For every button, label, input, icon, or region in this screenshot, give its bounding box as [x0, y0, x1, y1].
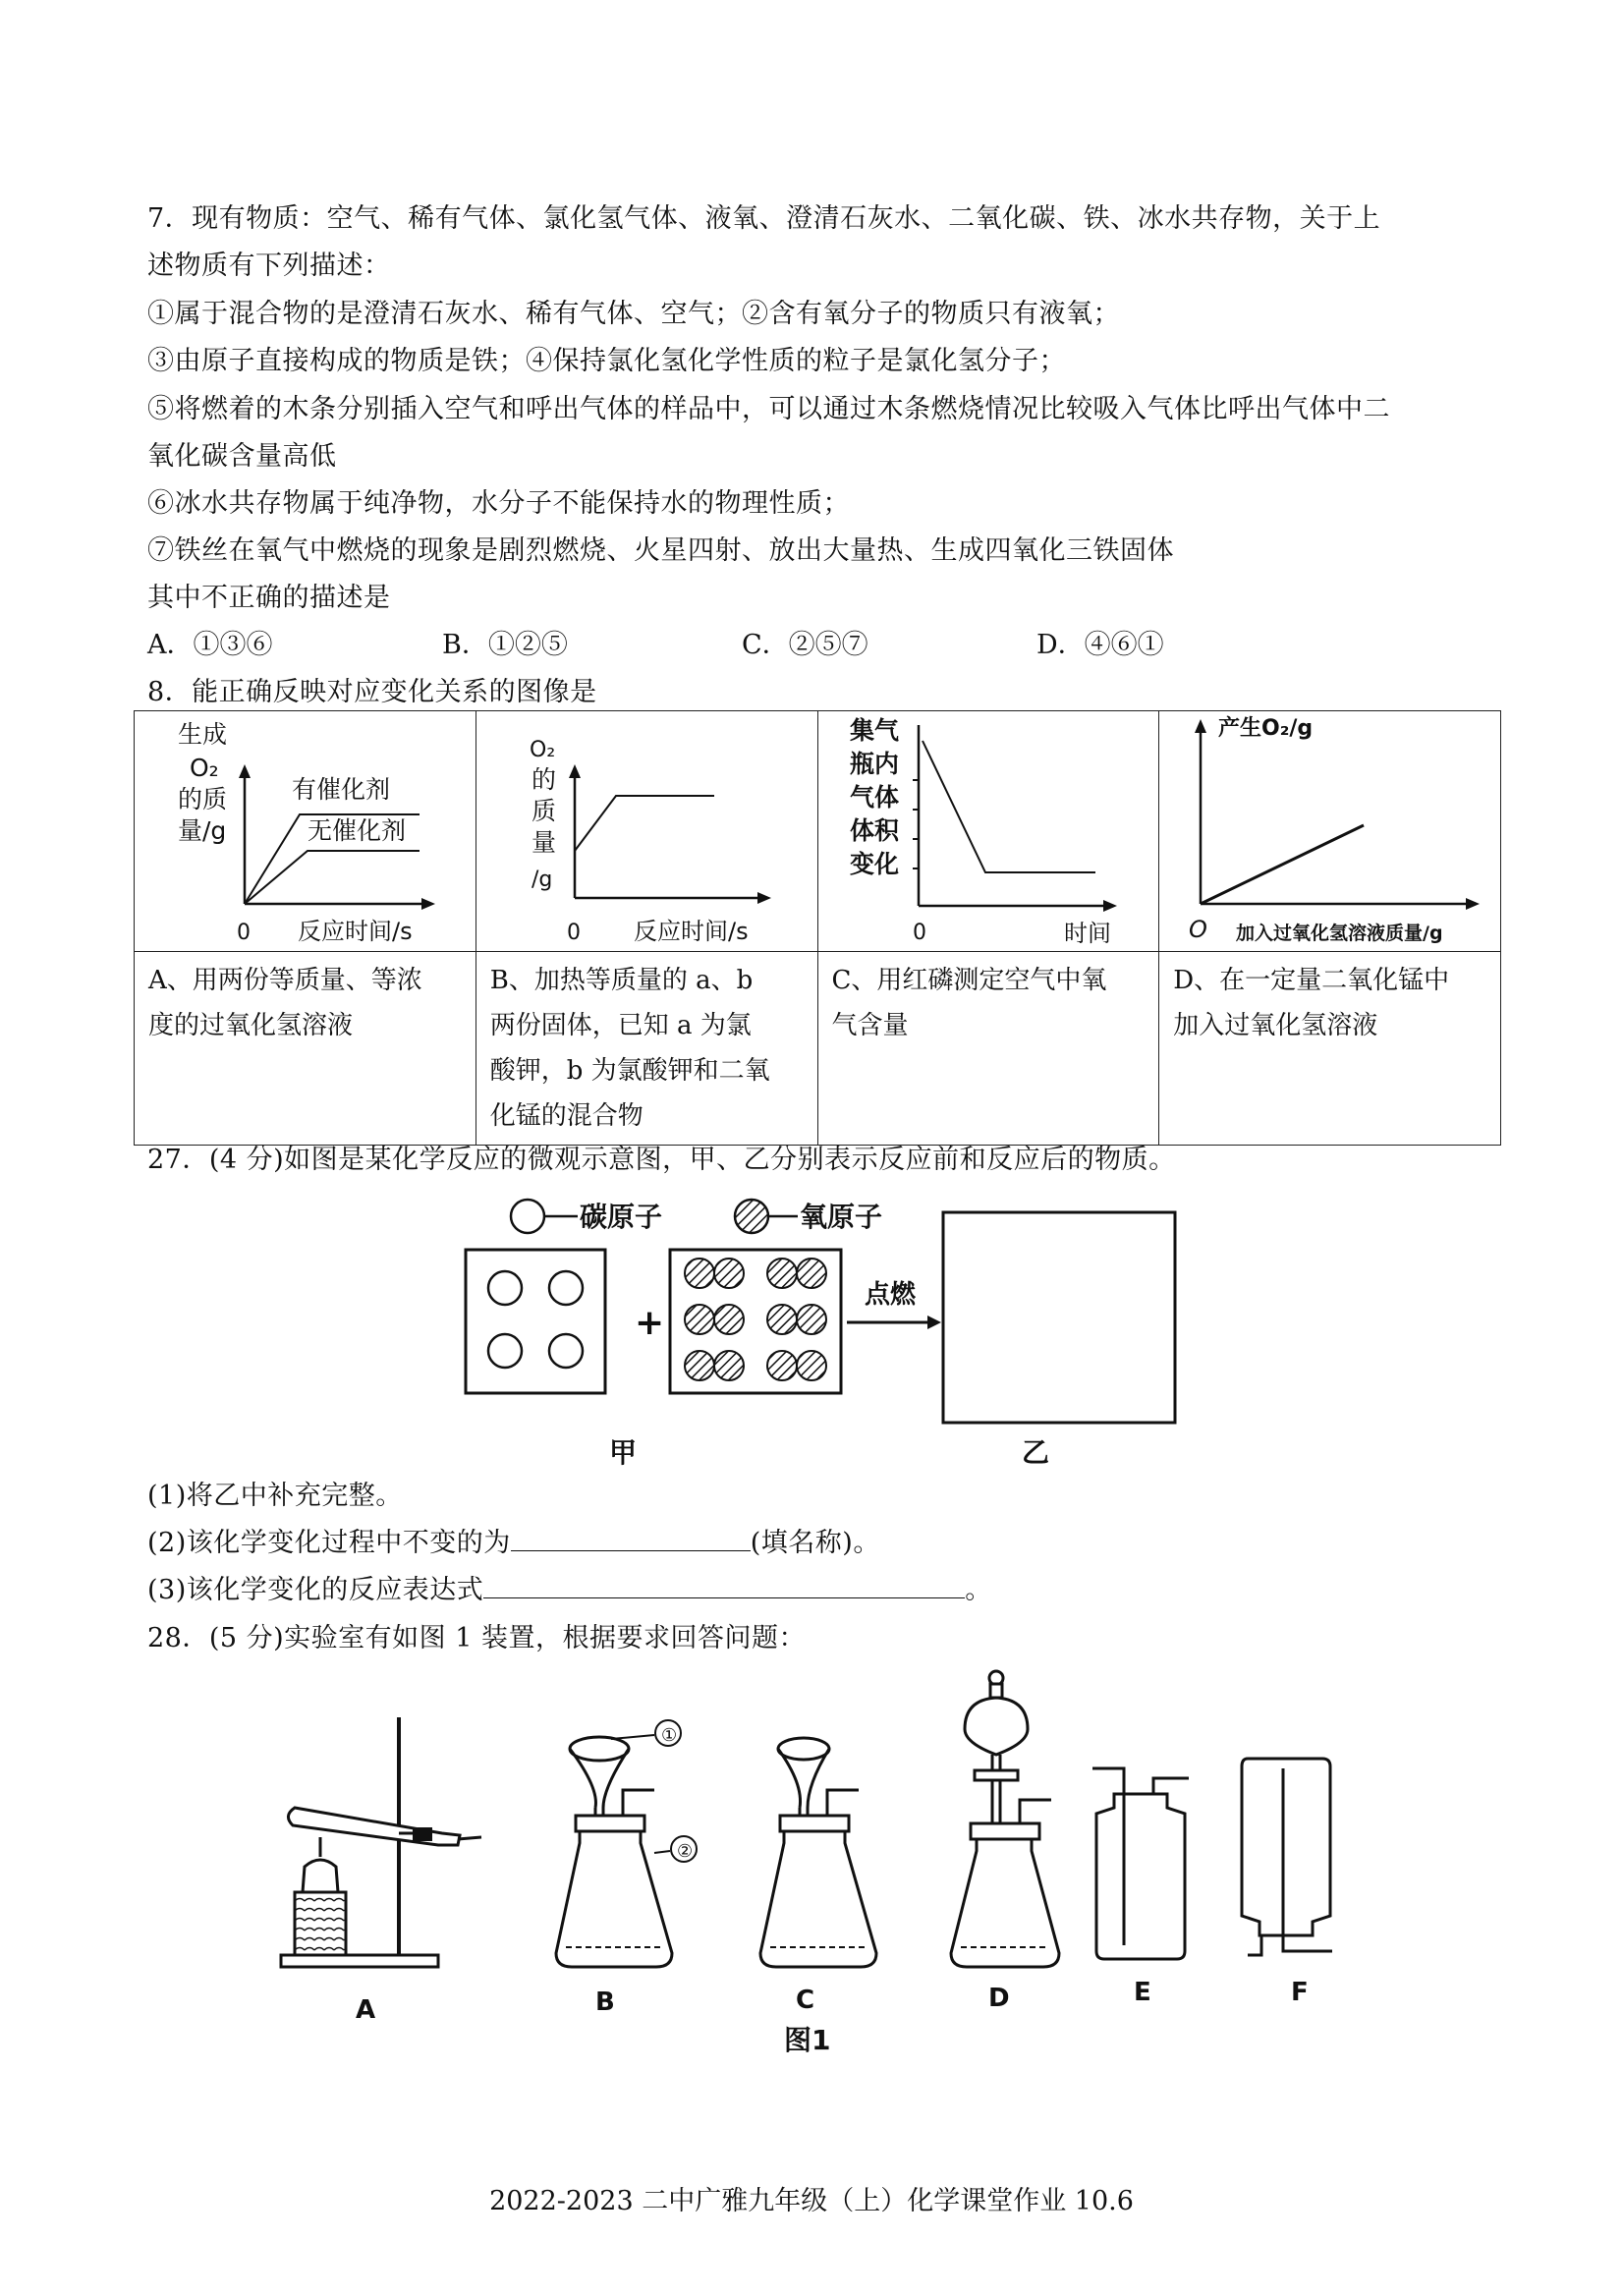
q7-question: 其中不正确的描述是 [147, 583, 391, 613]
graph-b-xlabel: 反应时间/s [633, 918, 749, 945]
q8-graph-c-cell [817, 711, 1159, 952]
q8-graph-b [476, 711, 817, 947]
q7-option-b: B．①②⑤ [442, 630, 568, 660]
q8-graph-d [1159, 711, 1500, 947]
q7-statement-5b: 氧化碳含量高低 [147, 441, 337, 472]
graph-c-ylabel-4: 体积 [849, 816, 899, 845]
graph-c-curve [923, 741, 1095, 872]
label-d: D [988, 1984, 1010, 2013]
page-footer: 2022-2023 二中广雅九年级（上）化学课堂作业 10.6 [489, 2186, 1134, 2216]
graph-c-origin: 0 [912, 921, 926, 945]
graph-c-ylabel-5: 变化 [849, 850, 899, 878]
graph-b-ylabel-3: 质 [531, 797, 556, 825]
q27-part2: (2)该化学变化过程中不变的为 (填名称)。 [147, 1528, 880, 1558]
graph-c-ylabel-1: 集气 [849, 716, 899, 745]
apparatus-c [760, 1738, 876, 1967]
q7-line2: 述物质有下列描述： [147, 251, 391, 281]
graph-c-ylabel-3: 气体 [849, 783, 899, 812]
q27-stem: 27．(4 分)如图是某化学反应的微观示意图，甲、乙分别表示反应前和反应后的物质。 [147, 1145, 1176, 1175]
q8-stem: 8．能正确反映对应变化关系的图像是 [147, 677, 597, 707]
q8-caption-d: D、在一定量二氧化锰中 加入过氧化氢溶液 [1159, 952, 1501, 1146]
carbon-atom-icon [549, 1271, 583, 1305]
q27-part1: (1)将乙中补充完整。 [147, 1481, 403, 1511]
plus-sign: + [635, 1303, 665, 1343]
q8-table [134, 710, 1501, 1146]
q8-caption-c: C、用红磷测定空气中氧 气含量 [817, 952, 1159, 1146]
jia-carbon-box [466, 1250, 605, 1393]
graph-b-ylabel-5: /g [531, 868, 553, 892]
graph-b-ylabel-2: 的 [531, 765, 556, 794]
q8-graph-a-cell [135, 711, 476, 952]
label-jia: 甲 [609, 1436, 638, 1469]
apparatus-f [1242, 1759, 1332, 1955]
q28-apparatus-figure [265, 1660, 1336, 2073]
q8-caption-b: B、加热等质量的 a、b 两份固体，已知 a 为氯 酸钾，b 为氯酸钾和二氧 化锰的混合物 [476, 952, 817, 1146]
q27-diagram [452, 1189, 1199, 1474]
graph-a-ylabel-1: 生成 [178, 720, 228, 749]
graph-a-y-arrow [239, 764, 251, 778]
legend-carbon-label: 碳原子 [580, 1201, 663, 1233]
graph-a-label-no-catalyst: 无催化剂 [308, 816, 407, 845]
q7-option-d: D．④⑥① [1036, 630, 1164, 660]
graph-a-x-arrow [421, 898, 435, 910]
graph-b-origin: 0 [566, 921, 581, 945]
q7-statement-3: ③由原子直接构成的物质是铁；④保持氯化氢化学性质的粒子是氯化氢分子； [147, 346, 1066, 376]
graph-a-ylabel-4: 量/g [178, 816, 227, 845]
legend-oxygen-label: 氧原子 [800, 1201, 883, 1233]
marker-2: ② [677, 1841, 694, 1862]
graph-b-ylabel-1: O₂ [529, 738, 555, 762]
graph-b-y-arrow [569, 764, 581, 778]
q8-graph-b-cell [476, 711, 817, 952]
q7-statement-5a: ⑤将燃着的木条分别插入空气和呼出气体的样品中，可以通过木条燃烧情况比较吸入气体比呼出气体中二 [147, 394, 1390, 424]
label-c: C [796, 1986, 815, 2015]
marker-1: ① [661, 1725, 678, 1746]
answer-blank[interactable] [511, 1529, 751, 1551]
graph-c-xlabel: 时间 [1063, 920, 1111, 947]
answer-blank[interactable] [483, 1576, 965, 1598]
apparatus-e [1092, 1768, 1189, 1959]
q7-option-a: A．①③⑥ [147, 630, 273, 660]
q8-caption-a: A、用两份等质量、等浓 度的过氧化氢溶液 [135, 952, 476, 1146]
q8-graph-c [818, 711, 1159, 947]
label-f: F [1291, 1978, 1309, 2007]
legend-carbon-icon [511, 1200, 544, 1233]
graph-d-x-arrow [1466, 898, 1480, 910]
label-e: E [1134, 1978, 1151, 2007]
graph-d-ylabel: 产生O₂/g [1218, 716, 1314, 741]
carbon-atom-icon [488, 1334, 522, 1368]
graph-a-ylabel-2: O₂ [190, 754, 219, 782]
graph-d-curve [1201, 825, 1364, 904]
apparatus-d [951, 1671, 1059, 1967]
graph-d-y-arrow [1195, 719, 1206, 733]
graph-d-xlabel: 加入过氧化氢溶液质量/g [1236, 923, 1443, 944]
q7-statement-1: ①属于混合物的是澄清石灰水、稀有气体、空气；②含有氧分子的物质只有液氧； [147, 299, 1120, 329]
q27-part3: (3)该化学变化的反应表达式 。 [147, 1575, 992, 1605]
label-b: B [595, 1988, 615, 2017]
label-yi: 乙 [1022, 1436, 1050, 1469]
graph-c-ylabel-2: 瓶内 [849, 750, 899, 778]
graph-a-ylabel-3: 的质 [178, 785, 228, 813]
graph-b-ylabel-4: 量 [531, 828, 556, 857]
q8-graph-d-cell [1159, 711, 1501, 952]
graph-a-origin: 0 [237, 921, 251, 945]
apparatus-a [281, 1717, 481, 1967]
legend-oxygen-icon [735, 1200, 768, 1233]
q7-statement-6: ⑥冰水共存物属于纯净物，水分子不能保持水的物理性质； [147, 488, 850, 519]
graph-d-origin: O [1189, 916, 1208, 943]
q28-stem: 28．(5 分)实验室有如图 1 装置，根据要求回答问题： [147, 1623, 807, 1653]
figure-caption: 图1 [784, 2024, 831, 2056]
q7-option-c: C．②⑤⑦ [742, 630, 868, 660]
q7-line1: 7．现有物质：空气、稀有气体、氯化氢气体、液氧、澄清石灰水、二氧化碳、铁、冰水共存物，关于上 [147, 203, 1381, 234]
q7-statement-7: ⑦铁丝在氧气中燃烧的现象是剧烈燃烧、火星四射、放出大量热、生成四氧化三铁固体 [147, 535, 1174, 566]
graph-b-curve [575, 796, 714, 851]
graph-c-x-arrow [1103, 900, 1117, 912]
arrow-label: 点燃 [865, 1280, 917, 1310]
graph-a-curve-no-catalyst [245, 851, 420, 904]
carbon-atom-icon [488, 1271, 522, 1305]
apparatus-b [556, 1720, 697, 1967]
label-a: A [356, 1995, 376, 2025]
yi-box [943, 1212, 1175, 1423]
graph-a-label-catalyst: 有催化剂 [292, 775, 391, 804]
graph-b-x-arrow [757, 892, 771, 904]
graph-a-xlabel: 反应时间/s [298, 918, 413, 945]
q8-graph-a [135, 711, 476, 947]
carbon-atom-icon [549, 1334, 583, 1368]
